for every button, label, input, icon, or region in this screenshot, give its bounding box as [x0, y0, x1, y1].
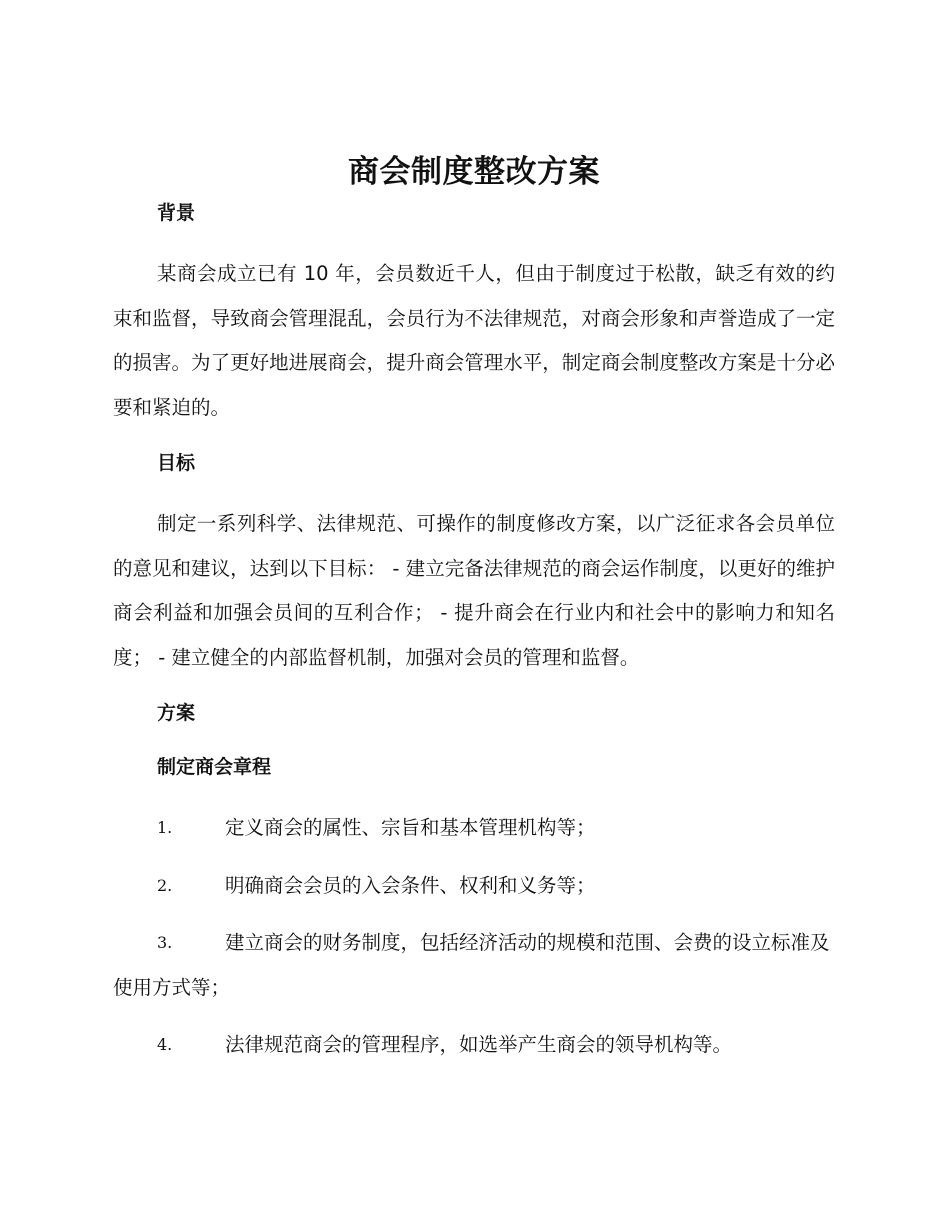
background-paragraph: 某商会成立已有 10 年，会员数近千人，但由于制度过于松散，缺乏有效的约束和监督，导致商会管理混乱，会员行为不法律规范，对商会形象和声誉造成了一定的损害。为了更好地进展商会，提升商会管理水平，制定商会制度整改方案是十分必要和紧迫的。 — [113, 262, 835, 419]
document-content — [113, 150, 835, 1081]
list-item-number: 3. — [157, 933, 173, 952]
list-item — [113, 1023, 835, 1068]
section-heading-background: 背景 — [157, 202, 196, 224]
list-item-number: 4. — [157, 1035, 173, 1054]
subsection-heading-charter: 制定商会章程 — [157, 756, 272, 778]
list-item-text: 法律规范商会的管理程序，如选举产生商会的领导机构等。 — [225, 1033, 733, 1056]
list-item — [113, 864, 835, 909]
section-heading-goal: 目标 — [157, 452, 196, 474]
section-heading-plan: 方案 — [157, 702, 196, 724]
list-item — [113, 921, 835, 1010]
goal-paragraph: 制定一系列科学、法律规范、可操作的制度修改方案，以广泛征求各会员单位的意见和建议，达到以下目标： - 建立完备法律规范的商会运作制度，以更好的维护商会利益和加强会员间的互利合作； - 提升商会在行业内和社会中的影响力和知名度； - 建立健全的内部监督机制，加强对会员的管理和监督。 — [113, 512, 835, 669]
list-item — [113, 806, 835, 851]
list-item-text: 定义商会的属性、宗旨和基本管理机构等； — [225, 816, 596, 839]
list-item-number: 2. — [157, 875, 173, 895]
document-title: 商会制度整改方案 — [348, 154, 600, 190]
list-item-text: 建立商会的财务制度，包括经济活动的规模和范围、会费的设立标准及使用方式等； — [113, 931, 830, 999]
list-item-text: 明确商会会员的入会条件、权利和义务等； — [225, 873, 596, 897]
list-item-number: 1. — [157, 818, 173, 837]
charter-list — [113, 806, 835, 1068]
